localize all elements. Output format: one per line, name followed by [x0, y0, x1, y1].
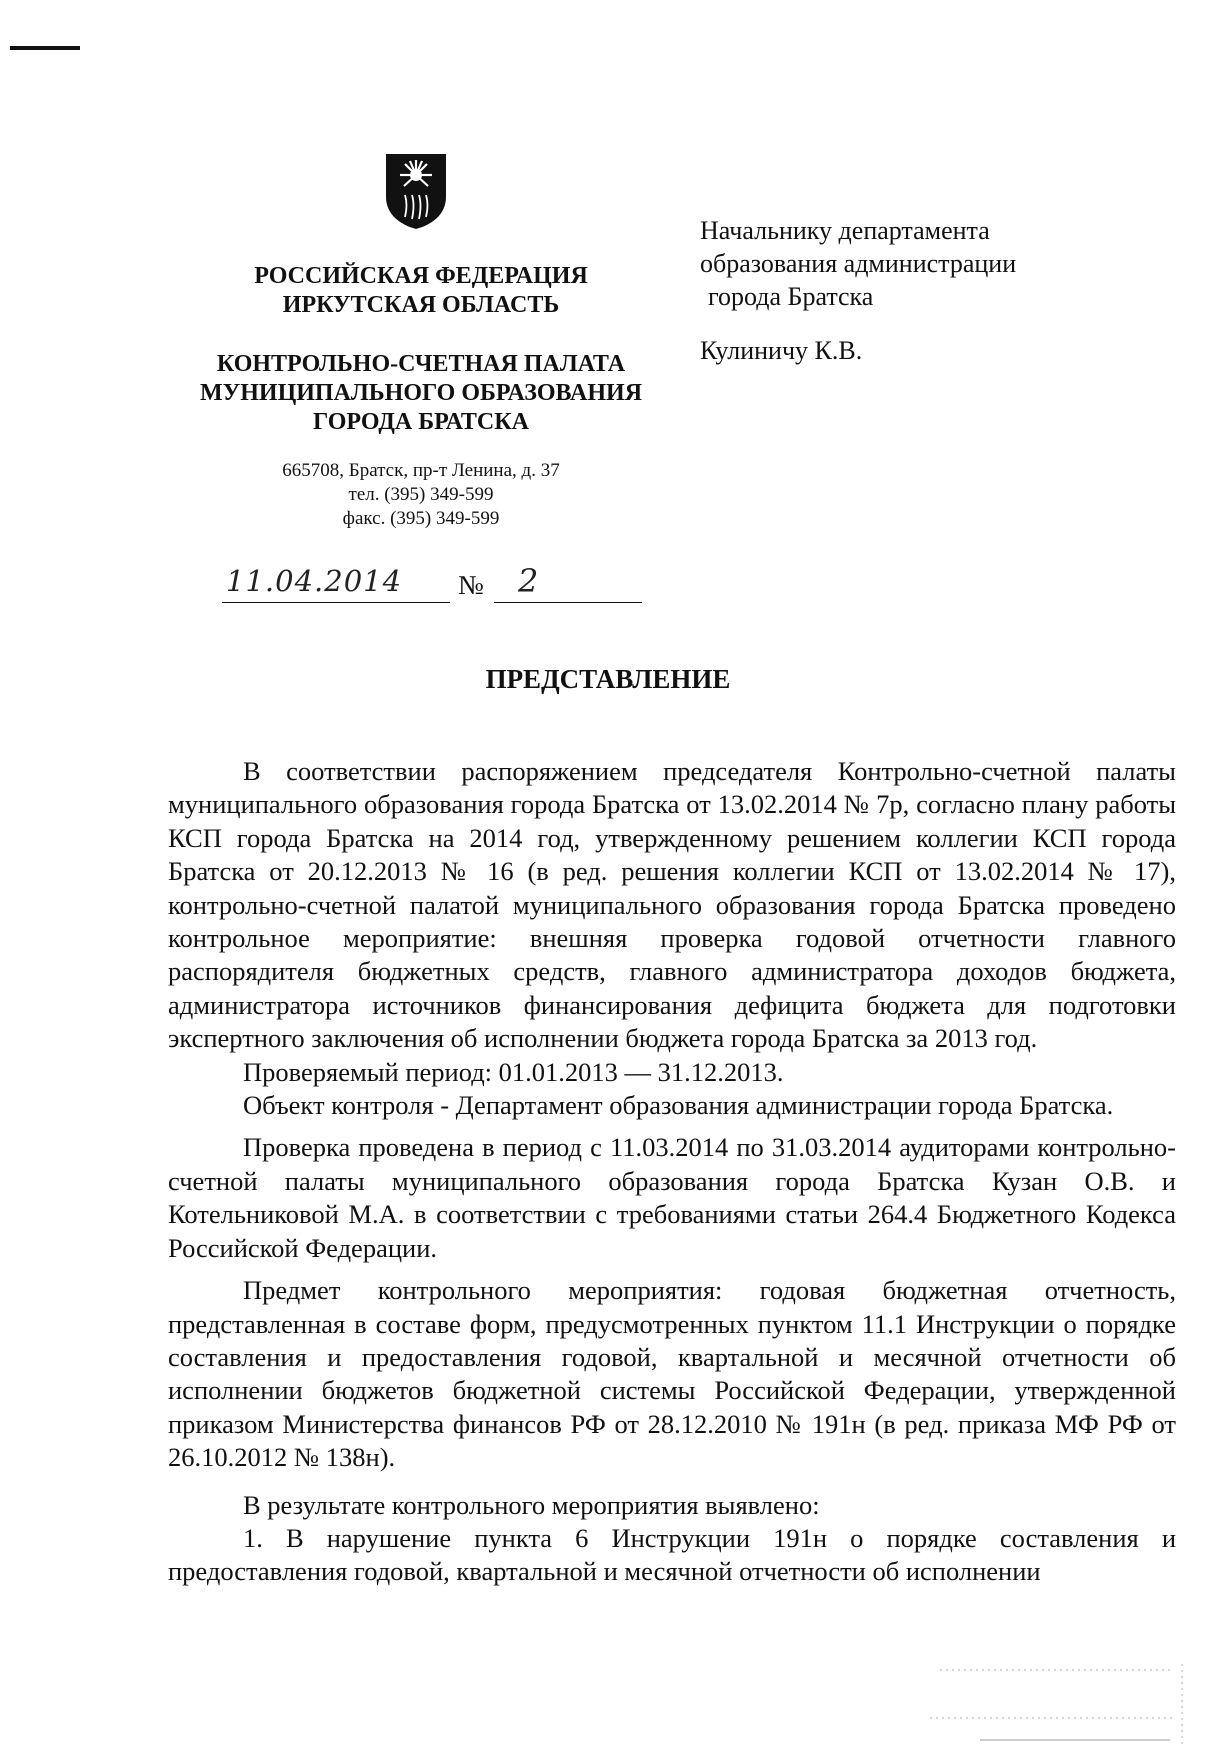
addressee-position: Начальнику департамента образования администрации города Братска: [700, 216, 1017, 311]
number-field: [494, 562, 642, 603]
document-title: ПРЕДСТАВЛЕНИЕ: [485, 664, 731, 694]
document-body: [168, 755, 1176, 1589]
scan-noise: [920, 1658, 1190, 1748]
handwritten-date: 11.04.2014: [226, 564, 403, 598]
sender-phone: тел. (395) 349-599: [348, 484, 494, 505]
addressee-block: [700, 214, 1140, 367]
body-paragraph: В соответствии распоряжением председателя Контрольно-счетной палаты муниципального образования города Братска от 13.02.2014 № 7р, согласно плану работы КСП города Братска на 2014 год, утвержденному решением коллегии КСП города Братска от 20.12.2013 № 16 (в ред. решения коллегии КСП от 13.02.2014 № 17), контрольно-счетной палатой муниципального образования города Братска проведено контрольное мероприятие: внешняя проверка годовой отчетности главного распорядителя бюджетных средств, главного администратора доходов бюджета, администратора источников финансирования дефицита бюджета для подготовки экспертного заключения об исполнении бюджета города Братска за 2013 год.: [168, 756, 1176, 1054]
body-paragraph: 1. В нарушение пункта 6 Инструкции 191н о порядке составления и предоставления годовой, квартальной и месячной отчетности об исполнении: [168, 1522, 1176, 1587]
sender-organization: КОНТРОЛЬНО-СЧЕТНАЯ ПАЛАТА МУНИЦИПАЛЬНОГО ОБРАЗОВАНИЯ ГОРОДА БРАТСКА: [199, 351, 643, 435]
body-paragraph: Проверка проведена в период с 11.03.2014 по 31.03.2014 аудиторами контрольно-счетной палаты муниципального образования города Братска Кузан О.В. и Котельниковой М.А. в соответствии с требованиями статьи 264.4 Бюджетного Кодекса Российской Федерации.: [168, 1132, 1176, 1263]
scan-edge-mark: [10, 46, 80, 50]
sender-contacts: [190, 459, 652, 531]
number-label: №: [458, 570, 484, 600]
registration-line: [222, 562, 642, 606]
city-emblem-icon: [383, 151, 449, 231]
addressee-name: Кулиничу К.В.: [700, 336, 863, 365]
date-field: [222, 566, 450, 603]
sender-fax: факс. (395) 349-599: [342, 508, 500, 529]
sender-country: РОССИЙСКАЯ ФЕДЕРАЦИЯ ИРКУТСКАЯ ОБЛАСТЬ: [254, 263, 588, 318]
body-paragraph: Объект контроля - Департамент образования администрации города Братска.: [243, 1090, 1114, 1121]
handwritten-number: 2: [518, 562, 540, 600]
body-paragraph: Проверяемый период: 01.01.2013 — 31.12.2013.: [243, 1056, 784, 1087]
body-paragraph: Предмет контрольного мероприятия: годовая бюджетная отчетность, представленная в составе форм, предусмотренных пунктом 11.1 Инструкции о порядке составления и предоставления годовой, квартальной и месячной отчетности об исполнении бюджетов бюджетной системы Российской Федерации, утвержденной приказом Министерства финансов РФ от 28.12.2010 № 191н (в ред. приказа МФ РФ от 26.10.2012 № 138н).: [168, 1275, 1176, 1473]
sender-block: [190, 262, 652, 531]
sender-address: 665708, Братск, пр-т Ленина, д. 37: [282, 460, 560, 481]
body-paragraph: В результате контрольного мероприятия выявлено:: [243, 1489, 820, 1520]
